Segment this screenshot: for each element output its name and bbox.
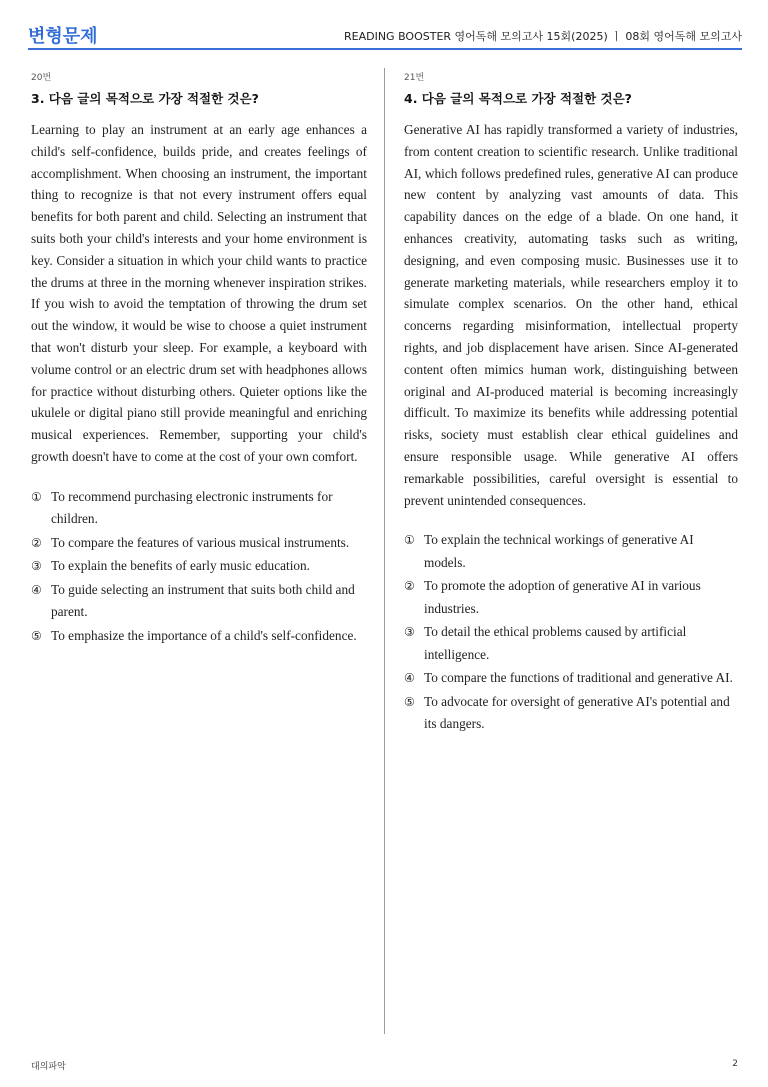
question-4 bbox=[404, 70, 738, 737]
page-number: 2 bbox=[732, 1059, 738, 1069]
answer-option-3[interactable] bbox=[404, 621, 738, 666]
question-3 bbox=[31, 70, 367, 648]
question-number-label: 21번 bbox=[404, 73, 425, 83]
answer-option-4[interactable] bbox=[404, 667, 738, 690]
answer-option-5[interactable] bbox=[404, 691, 738, 736]
question-title: 4. 다음 글의 목적으로 가장 적절한 것은? bbox=[404, 91, 632, 106]
answer-option-3[interactable] bbox=[31, 555, 367, 578]
option-text: To advocate for oversight of generative AI's potential and its dangers. bbox=[424, 693, 730, 732]
answer-option-5[interactable] bbox=[31, 625, 367, 648]
answer-options bbox=[404, 529, 738, 736]
option-text: To recommend purchasing electronic instruments for children. bbox=[51, 488, 333, 527]
option-number: ④ bbox=[404, 671, 415, 686]
answer-option-2[interactable] bbox=[31, 532, 367, 555]
option-number: ⑤ bbox=[31, 628, 42, 643]
option-number: ① bbox=[31, 489, 42, 504]
option-number: ② bbox=[31, 535, 42, 550]
question-number-label: 20번 bbox=[31, 73, 52, 83]
answer-option-2[interactable] bbox=[404, 575, 738, 620]
option-text: To explain the technical workings of generative AI models. bbox=[424, 532, 694, 570]
page-header bbox=[28, 18, 742, 50]
answer-option-4[interactable] bbox=[31, 579, 367, 624]
option-text: To detail the ethical problems caused by artificial intelligence. bbox=[424, 624, 687, 662]
answer-option-1[interactable] bbox=[404, 529, 738, 574]
option-number: ⑤ bbox=[404, 694, 415, 709]
column-divider bbox=[384, 68, 385, 1034]
option-number: ④ bbox=[31, 582, 42, 597]
option-number: ② bbox=[404, 579, 415, 594]
exam-title: READING BOOSTER 영어독해 모의고사 15회(2025) ㅣ 08회 영어독해 모의고사 bbox=[344, 30, 742, 43]
option-number: ③ bbox=[31, 559, 42, 574]
option-number: ③ bbox=[404, 625, 415, 640]
option-text: To promote the adoption of generative AI in various industries. bbox=[424, 578, 701, 616]
answer-options bbox=[31, 486, 367, 648]
option-text: To emphasize the importance of a child's self-confidence. bbox=[51, 627, 357, 643]
footer-section-label: 대의파악 bbox=[31, 1062, 66, 1072]
brand-title: 변형문제 bbox=[28, 26, 98, 47]
question-passage: Generative AI has rapidly transformed a variety of industries, from content creation to scientific research. Unlike traditional AI, which follows predefined rules, generative AI can produce new content by analyzing vast amounts of data. This capability dances on the edge of a blade. On one hand, it enhances creativity, automating tasks such as writing, designing, and even composing music. Businesses use it to generate marketing materials, while researchers employ it to simulate complex scenarios. On the other hand, ethical concerns regarding misinformation, intellectual property rights, and job displacement have arisen. Since AI-generated content often mimics human work, distinguishing between original and AI-produced material is becoming increasingly difficult. To maximize its benefits while addressing potential risks, society must establish clear ethical guidelines and ensure responsible usage. While generative AI offers remarkable possibilities, careful oversight is essential to prevent unintended consequences. bbox=[404, 122, 738, 508]
answer-option-1[interactable] bbox=[31, 486, 367, 531]
option-text: To guide selecting an instrument that suits both child and parent. bbox=[51, 581, 355, 620]
option-number: ① bbox=[404, 533, 415, 548]
question-title: 3. 다음 글의 목적으로 가장 적절한 것은? bbox=[31, 91, 259, 106]
option-text: To compare the functions of traditional and generative AI. bbox=[424, 670, 733, 686]
question-passage: Learning to play an instrument at an early age enhances a child's self-confidence, builds pride, and creates feelings of accomplishment. When choosing an instrument, the important thing to recognize is that not every instrument offers equal benefits for both parent and child. Selecting an instrument that suits both your child's interests and your home environment is key. Consider a situation in which your child wants to practice the drums at three in the morning whenever inspiration strikes. If you wish to avoid the temptation of throwing the drum set out the window, it would be wise to choose a quiet instrument that won't disturb your sleep. For example, a keyboard with volume control or an electric drum set with headphones allows for practice without disturbing others. Quieter options like the ukulele or digital piano still provide meaningful and enriching musical experiences. Remember, supporting your child's growth doesn't have to come at the cost of your own comfort. bbox=[31, 122, 367, 464]
option-text: To explain the benefits of early music education. bbox=[51, 558, 311, 574]
option-text: To compare the features of various musical instruments. bbox=[51, 534, 350, 550]
